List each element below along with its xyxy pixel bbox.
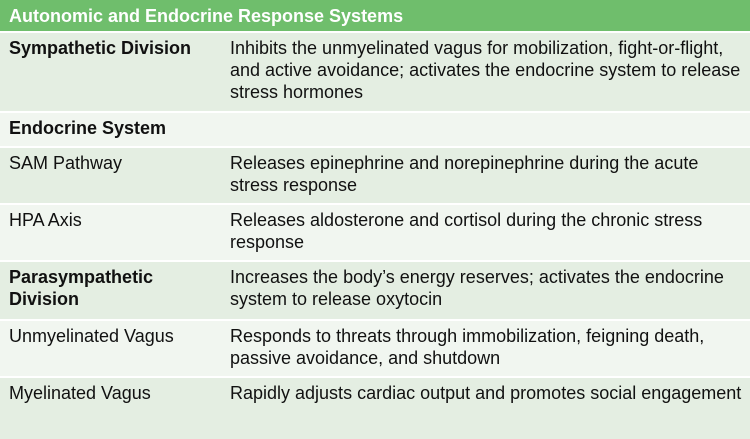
row-term: SAM Pathway [9, 153, 123, 173]
table-row-myelinated [0, 378, 750, 439]
table-title: Autonomic and Endocrine Response Systems [0, 0, 750, 33]
row-description: Responds to threats through immobilization, feigning death, passive avoidance, and shutdown [230, 326, 705, 368]
table-row-unmyelinated [0, 321, 750, 378]
table-row-sam [0, 148, 750, 205]
row-description: Rapidly adjusts cardiac output and promotes social engagement [230, 383, 742, 403]
row-term: Myelinated Vagus [9, 383, 151, 403]
row-term: Sympathetic Division [9, 38, 192, 58]
table-row-endocrine [0, 113, 750, 148]
row-term: Parasympathetic Division [9, 267, 154, 309]
table-row-parasympathetic [0, 262, 750, 321]
row-term: Unmyelinated Vagus [9, 326, 174, 346]
row-term: HPA Axis [9, 210, 82, 230]
row-description: Inhibits the unmyelinated vagus for mobilization, fight-or-flight, and active avoidance; activates the endocrine system to release stress hormones [230, 38, 741, 102]
row-description: Increases the body’s energy reserves; activates the endocrine system to release oxytocin [230, 267, 724, 309]
row-term: Endocrine System [9, 118, 167, 138]
table-row-sympathetic [0, 33, 750, 113]
row-description: Releases epinephrine and norepinephrine during the acute stress response [230, 153, 699, 195]
table-row-hpa [0, 205, 750, 262]
row-description: Releases aldosterone and cortisol during the chronic stress response [230, 210, 703, 252]
